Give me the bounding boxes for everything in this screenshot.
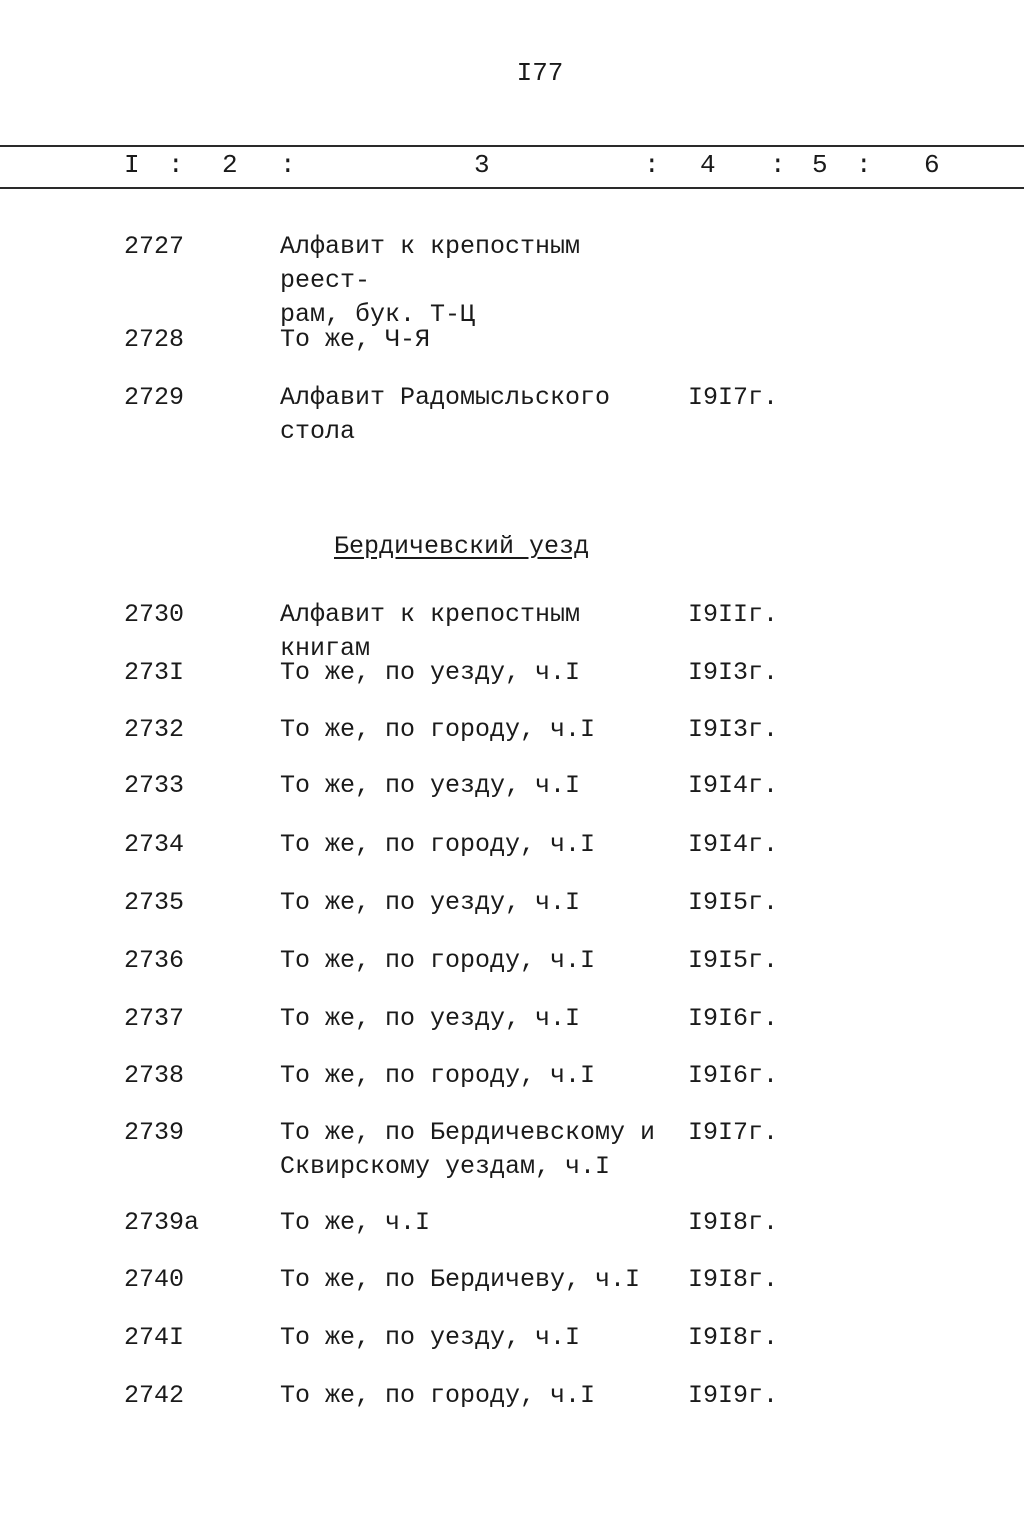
entry-year: I9I8г.: [688, 1265, 779, 1294]
section-heading: Бердичевский уезд: [334, 532, 590, 561]
entry-title: Алфавит к крепостным книгам: [280, 600, 581, 663]
column-separator: :: [856, 150, 872, 180]
header-rule-top: [0, 145, 1024, 147]
column-header-3: 3: [474, 150, 490, 180]
entry-title: Алфавит Радомысльского стола: [280, 383, 611, 446]
entry-year: I9I8г.: [688, 1208, 779, 1237]
header-rule-bottom: [0, 187, 1024, 189]
entry-number: 2734: [124, 830, 185, 859]
entry-title: То же, по Бердичеву, ч.I: [280, 1265, 641, 1294]
entry-year: I9IIг.: [688, 600, 779, 629]
entry-number: 274I: [124, 1323, 185, 1352]
column-separator: :: [168, 150, 184, 180]
entry-title: То же, Ч-Я: [280, 325, 431, 354]
entry-title: То же, по городу, ч.I: [280, 1381, 596, 1410]
entry-title: Алфавит к крепостным реест- рам, бук. Т-Ц: [280, 232, 581, 329]
entry-year: I9I3г.: [688, 658, 779, 687]
column-header-6: 6: [924, 150, 940, 180]
entry-number: 2728: [124, 325, 185, 354]
entry-year: I9I5г.: [688, 946, 779, 975]
column-separator: :: [280, 150, 296, 180]
entry-number: 2736: [124, 946, 185, 975]
entry-number: 2727: [124, 232, 185, 261]
entry-title: То же, по городу, ч.I: [280, 715, 596, 744]
entry-year: I9I5г.: [688, 888, 779, 917]
entry-number: 2733: [124, 771, 185, 800]
entry-year: I9I4г.: [688, 830, 779, 859]
page-number: I77: [516, 58, 564, 88]
entry-year: I9I9г.: [688, 1381, 779, 1410]
entry-title: То же, по уезду, ч.I: [280, 771, 581, 800]
entry-number: 2738: [124, 1061, 185, 1090]
entry-year: I9I4г.: [688, 771, 779, 800]
entry-title: То же, ч.I: [280, 1208, 431, 1237]
entry-year: I9I3г.: [688, 715, 779, 744]
entry-number: 2735: [124, 888, 185, 917]
column-header-4: 4: [700, 150, 716, 180]
entry-title: То же, по городу, ч.I: [280, 1061, 596, 1090]
entry-title: То же, по уезду, ч.I: [280, 888, 581, 917]
entry-title: То же, по уезду, ч.I: [280, 658, 581, 687]
column-header-2: 2: [222, 150, 238, 180]
entry-number: 2729: [124, 383, 185, 412]
column-separator: :: [770, 150, 786, 180]
entry-number: 2740: [124, 1265, 185, 1294]
entry-year: I9I6г.: [688, 1004, 779, 1033]
entry-number: 2739а: [124, 1208, 200, 1237]
entry-number: 273I: [124, 658, 185, 687]
entry-title: То же, по уезду, ч.I: [280, 1323, 581, 1352]
column-header-1: I: [124, 150, 140, 180]
entry-number: 2730: [124, 600, 185, 629]
entry-title: То же, по Бердичевскому и Сквирскому уездам, ч.I: [280, 1118, 656, 1181]
entry-year: I9I8г.: [688, 1323, 779, 1352]
column-header-5: 5: [812, 150, 828, 180]
entry-title: То же, по городу, ч.I: [280, 830, 596, 859]
entry-number: 2739: [124, 1118, 185, 1147]
entry-year: I9I7г.: [688, 1118, 779, 1147]
entry-year: I9I7г.: [688, 383, 779, 412]
column-separator: :: [644, 150, 660, 180]
entry-number: 2742: [124, 1381, 185, 1410]
entry-title: То же, по уезду, ч.I: [280, 1004, 581, 1033]
entry-year: I9I6г.: [688, 1061, 779, 1090]
entry-number: 2737: [124, 1004, 185, 1033]
entry-title: То же, по городу, ч.I: [280, 946, 596, 975]
entry-number: 2732: [124, 715, 185, 744]
